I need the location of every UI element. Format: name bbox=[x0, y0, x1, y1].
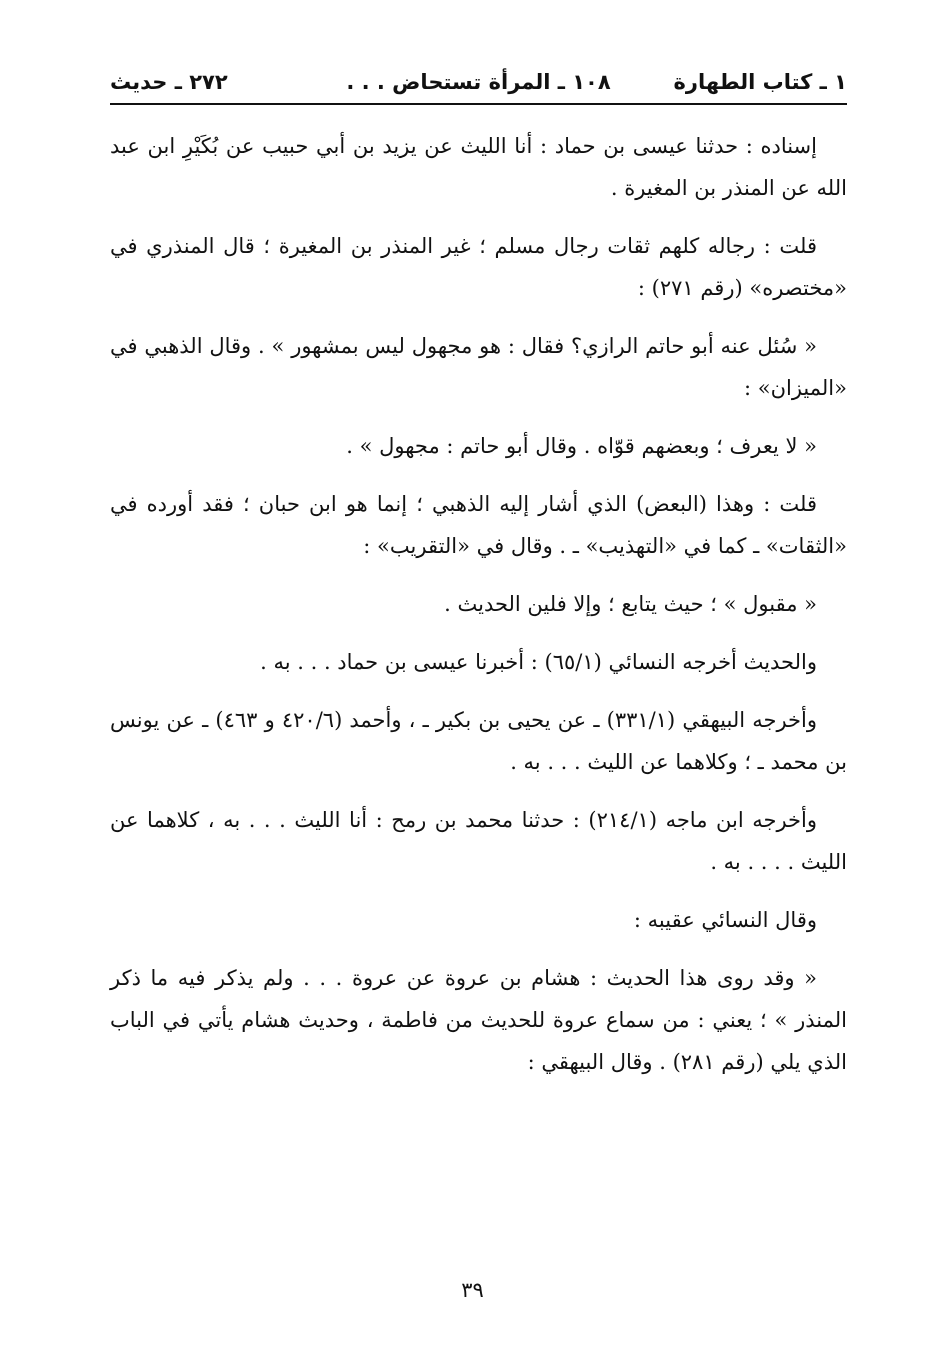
paragraph-nasai-comment: وقال النسائي عقيبه : bbox=[633, 908, 817, 932]
paragraph-ibn-majah: وأخرجه ابن ماجه (٢١٤/١) : حدثنا محمد بن رمح : أنا الليث . . . به ، كلاهما عن الليث . . . . به . bbox=[110, 808, 847, 874]
paragraph-isnad: إسناده : حدثنا عيسى بن حماد : أنا الليث عن يزيد بن أبي حبيب عن بُكَيْرِ ابن عبد الله عن المنذر بن المغيرة . bbox=[110, 134, 847, 200]
paragraph-quote-mizan: « لا يعرف ؛ وبعضهم قوّاه . وقال أبو حاتم : مجهول » . bbox=[346, 434, 817, 458]
paragraph-nasai: والحديث أخرجه النسائي (٦٥/١) : أخبرنا عيسى بن حماد . . . به . bbox=[260, 650, 817, 674]
paragraph-hisham: « وقد روى هذا الحديث : هشام بن عروة عن عروة . . . ولم يذكر فيه ما ذكر المنذر » ؛ يعني : من سماع عروة للحديث من فاطمة ، وحديث هشام يأتي في الباب الذي يلي (رقم ٢٨١) . وقال البيهقي : bbox=[110, 966, 847, 1074]
page-body bbox=[110, 125, 847, 1099]
paragraph-rijal: قلت : رجاله كلهم ثقات رجال مسلم ؛ غير المنذر بن المغيرة ؛ قال المنذري في «مختصره» (رقم ٢٧١) : bbox=[110, 234, 847, 300]
header-chapter-title: ١٠٨ ـ المرأة تستحاض . . . bbox=[346, 70, 611, 94]
paragraph-quote-taqrib: « مقبول » ؛ حيث يتابع ؛ وإلا فلين الحديث . bbox=[444, 592, 817, 616]
paragraph-quote-abu-hatim: « سُئل عنه أبو حاتم الرازي؟ فقال : هو مجهول ليس بمشهور » . وقال الذهبي في «الميزان» : bbox=[110, 334, 847, 400]
running-header bbox=[110, 62, 847, 102]
header-book-title: ١ ـ كتاب الطهارة bbox=[673, 70, 847, 94]
header-divider bbox=[110, 103, 847, 105]
header-hadith-number: ٢٧٢ ـ حديث bbox=[110, 70, 228, 94]
paragraph-ibn-hibban: قلت : وهذا (البعض) الذي أشار إليه الذهبي ؛ إنما هو ابن حبان ؛ فقد أورده في «الثقات» ـ كما في «التهذيب» ـ . وقال في «التقريب» : bbox=[110, 492, 847, 558]
paragraph-bayhaqi-ahmad: وأخرجه البيهقي (٣٣١/١) ـ عن يحيى بن بكير ـ ، وأحمد (٤٢٠/٦ و ٤٦٣) ـ عن يونس بن محمد ـ ؛ وكلاهما عن الليث . . . به . bbox=[110, 708, 847, 774]
page-number: ٣٩ bbox=[461, 1278, 484, 1302]
